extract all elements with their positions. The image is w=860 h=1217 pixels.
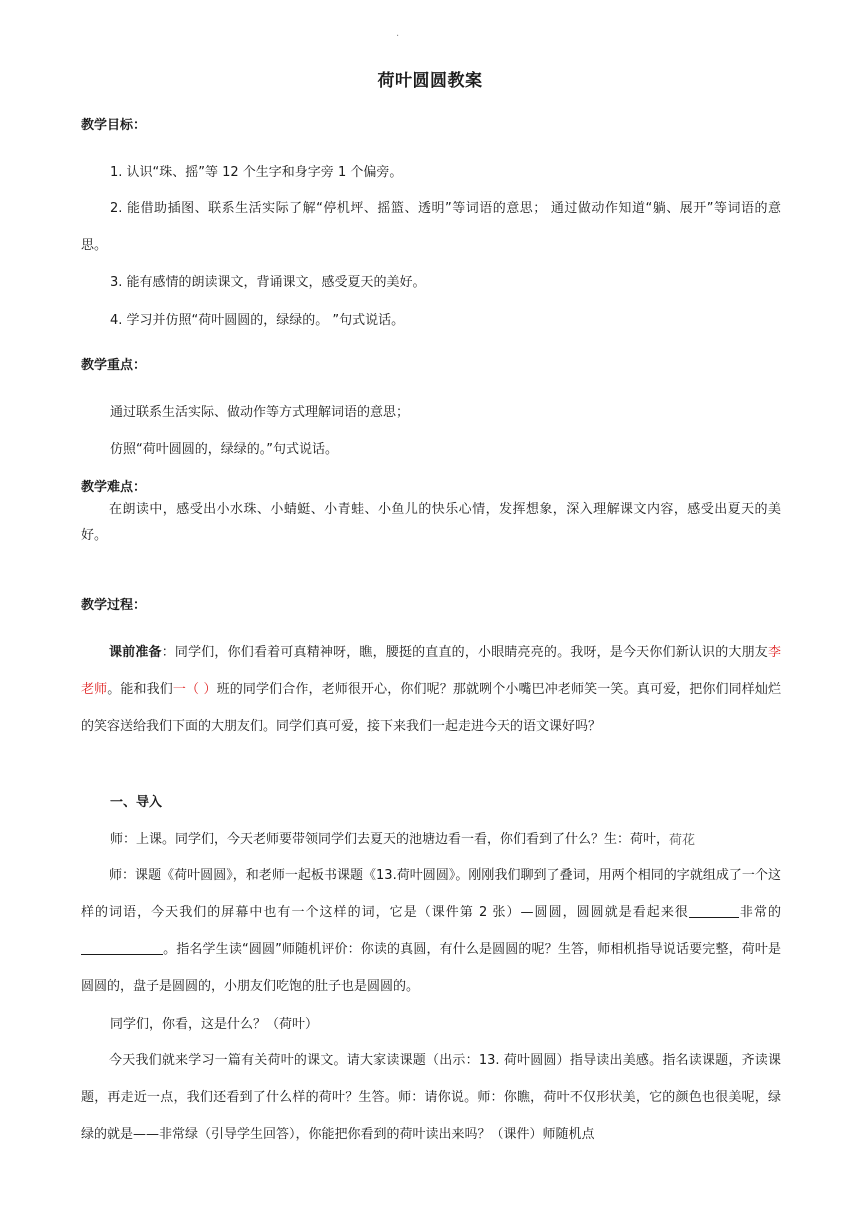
difficulty-heading: 教学难点： [81,480,147,495]
class-blank: 一（ ） [172,682,217,697]
difficulty-text: 在朗读中，感受出小水珠、小蜻蜓、小青蛙、小鱼儿的快乐心情，发挥想象，深入理解课文内容，感受出夏天的美好。 [81,502,781,543]
goals-heading: 教学目标： [81,118,147,133]
intro-paragraph-1 [110,830,695,850]
prep-text-3: 班的同学们合作，老师很开心，你们呢？那就咧个小嘴巴冲老师笑一笑。真可爱，把你们同样灿烂的笑容送给我们下面的大朋友们。同学们真可爱，接下来我们一起走进今天的语文课好吗？ [81,682,781,734]
teacher-name: 李老师 [81,645,781,697]
intro-text-1: 师：上课。同学们，今天老师要带领同学们去夏天的池塘边看一看，你们看到了什么？生：荷叶， [110,832,670,847]
key-points-heading: 教学重点： [81,358,147,373]
fill-blank-2 [81,940,163,955]
intro-clipped-text: 荷花 [669,833,696,846]
goal-item-4: 4. 学习并仿照“荷叶圆圆的，绿绿的。 ”句式说话。 [110,313,405,328]
prep-text-1: ：同学们，你们看着可真精神呀，瞧，腰挺的直直的，小眼睛亮亮的。我呀，是今天你们新认识的大朋友 [161,645,768,660]
intro-paragraph-4: 今天我们就来学习一篇有关荷叶的课文。请大家读课题（出示：13. 荷叶圆圆）指导读出美感。指名读课题，齐读课题，再走近一点，我们还看到了什么样的荷叶？生答。师：请你说。师：你瞧，荷叶不仅形状美，它的颜色也很美呢，绿绿的就是——非常绿（引导学生回答），你能把你看到的荷叶读出来吗？（课件）师随机点 [81,1053,781,1142]
prep-paragraph [81,634,781,745]
process-heading: 教学过程： [81,598,147,613]
intro-paragraph-3: 同学们，你看，这是什么？（荷叶） [110,1017,319,1032]
intro2-text-3: 。指名学生读“圆圆”师随机评价：你读的真圆，有什么是圆圆的呢？生答，师相机指导说话要完整，荷叶是圆圆的，盘子是圆圆的，小朋友们吃饱的肚子也是圆圆的。 [81,942,781,994]
fill-blank-1 [689,903,739,918]
intro2-text-2: 非常的 [738,905,781,920]
section-1-heading: 一、导入 [110,795,163,810]
intro-paragraph-2 [81,857,781,1005]
prep-label: 课前准备 [109,645,162,660]
header-dot: . [396,28,400,39]
goal-item-1: 1. 认识“珠、摇”等 12 个生字和身字旁 1 个偏旁。 [110,165,403,180]
goal-item-3: 3. 能有感情的朗读课文，背诵课文，感受夏天的美好。 [110,275,426,290]
key-point-2: 仿照“荷叶圆圆的，绿绿的。”句式说话。 [110,442,338,457]
intro2-text-1: 师：课题《荷叶圆圆》，和老师一起板书课题《13.荷叶圆圆》。刚刚我们聊到了叠词，用两个相同的字就组成了一个这样的词语，今天我们的屏幕中也有一个这样的词，它是（课件第 2 张）—圆圆，圆圆就是看起来很 [81,868,781,920]
key-point-1: 通过联系生活实际、做动作等方式理解词语的意思； [110,405,410,420]
goal-item-2: 2. 能借助插图、联系生活实际了解“停机坪、摇篮、透明”等词语的意思； 通过做动作知道“躺、展开”等词语的意思。 [81,201,781,253]
prep-text-2: 。能和我们 [107,682,173,697]
document-title: 荷叶圆圆教案 [377,71,483,91]
